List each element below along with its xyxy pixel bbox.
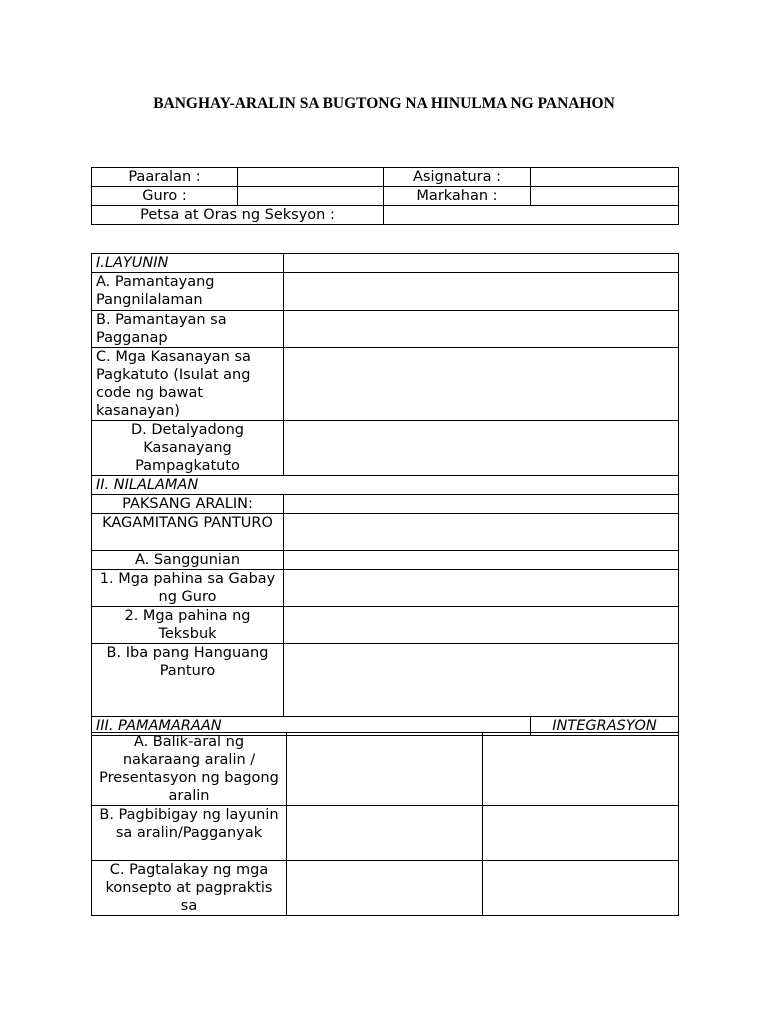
table-row: [92, 348, 679, 421]
mga-kasanayan-label: C. Mga Kasanayan sa Pagkatuto (Isulat ang code ng bawat kasanayan): [92, 348, 284, 421]
table-row: [92, 514, 679, 551]
layunin-heading: I.LAYUNIN: [92, 254, 284, 273]
pamantayan-sa-pagganap-label: B. Pamantayan sa Pagganap: [92, 311, 284, 348]
procedure-table: [91, 732, 679, 916]
paaralan-label: Paaralan :: [92, 168, 238, 187]
paksang-aralin-label: PAKSANG ARALIN:: [92, 495, 284, 514]
gabay-ng-guro-label: 1. Mga pahina sa Gabay ng Guro: [92, 570, 284, 607]
lesson-plan-table: [91, 253, 679, 736]
sanggunian-field[interactable]: [284, 551, 679, 570]
integrasyon-heading: INTEGRASYON: [531, 717, 679, 736]
balik-aral-label: A. Balik-aral ng nakaraang aralin / Presentasyon ng bagong aralin: [92, 733, 287, 806]
pagbibigay-label: B. Pagbibigay ng layunin sa aralin/Pagganyak: [92, 806, 287, 861]
pagtalakay-field[interactable]: [287, 861, 483, 916]
table-row: [92, 551, 679, 570]
paksang-aralin-field[interactable]: [284, 495, 679, 514]
table-row: [92, 644, 679, 717]
petsa-field[interactable]: [384, 206, 679, 225]
kagamitang-panturo-label: KAGAMITANG PANTURO: [92, 514, 284, 551]
pagbibigay-integrasyon-field[interactable]: [483, 806, 679, 861]
table-row: [92, 187, 679, 206]
table-row: [92, 733, 679, 806]
markahan-field[interactable]: [531, 187, 679, 206]
pagtalakay-label: C. Pagtalakay ng mga konsepto at pagpraktis sa: [92, 861, 287, 916]
sanggunian-label: A. Sanggunian: [92, 551, 284, 570]
table-row: [92, 806, 679, 861]
table-row: [92, 273, 679, 311]
asignatura-label: Asignatura :: [384, 168, 531, 187]
table-row: [92, 476, 679, 495]
table-row: [92, 311, 679, 348]
asignatura-field[interactable]: [531, 168, 679, 187]
detalyadong-kasanayang-label: D. Detalyadong Kasanayang Pampagkatuto: [92, 421, 284, 476]
layunin-field[interactable]: [284, 254, 679, 273]
table-row: [92, 570, 679, 607]
paaralan-field[interactable]: [238, 168, 384, 187]
teksbuk-label: 2. Mga pahina ng Teksbuk: [92, 607, 284, 644]
kagamitang-panturo-field[interactable]: [284, 514, 679, 551]
table-row: [92, 206, 679, 225]
detalyadong-kasanayang-field[interactable]: [284, 421, 679, 476]
teksbuk-field[interactable]: [284, 607, 679, 644]
table-row: [92, 168, 679, 187]
guro-field[interactable]: [238, 187, 384, 206]
mga-kasanayan-field[interactable]: [284, 348, 679, 421]
balik-aral-field[interactable]: [287, 733, 483, 806]
pamantayang-pangnilalaman-label: A. Pamantayang Pangnilalaman: [92, 273, 284, 311]
pamamaraan-heading: III. PAMAMARAAN: [92, 717, 531, 736]
table-row: [92, 421, 679, 476]
table-row: [92, 861, 679, 916]
pagtalakay-integrasyon-field[interactable]: [483, 861, 679, 916]
petsa-label: Petsa at Oras ng Seksyon :: [92, 206, 384, 225]
markahan-label: Markahan :: [384, 187, 531, 206]
pamantayan-sa-pagganap-field[interactable]: [284, 311, 679, 348]
table-row: [92, 607, 679, 644]
pagbibigay-field[interactable]: [287, 806, 483, 861]
pamantayang-pangnilalaman-field[interactable]: [284, 273, 679, 311]
balik-aral-integrasyon-field[interactable]: [483, 733, 679, 806]
table-row: [92, 254, 679, 273]
gabay-ng-guro-field[interactable]: [284, 570, 679, 607]
iba-pang-hanguang-field[interactable]: [284, 644, 679, 717]
document-title: BANGHAY-ARALIN SA BUGTONG NA HINULMA NG PANAHON: [153, 95, 615, 112]
header-table: [91, 167, 679, 225]
iba-pang-hanguang-label: B. Iba pang Hanguang Panturo: [92, 644, 284, 717]
table-row: [92, 495, 679, 514]
nilalaman-heading: II. NILALAMAN: [92, 476, 679, 495]
guro-label: Guro :: [92, 187, 238, 206]
